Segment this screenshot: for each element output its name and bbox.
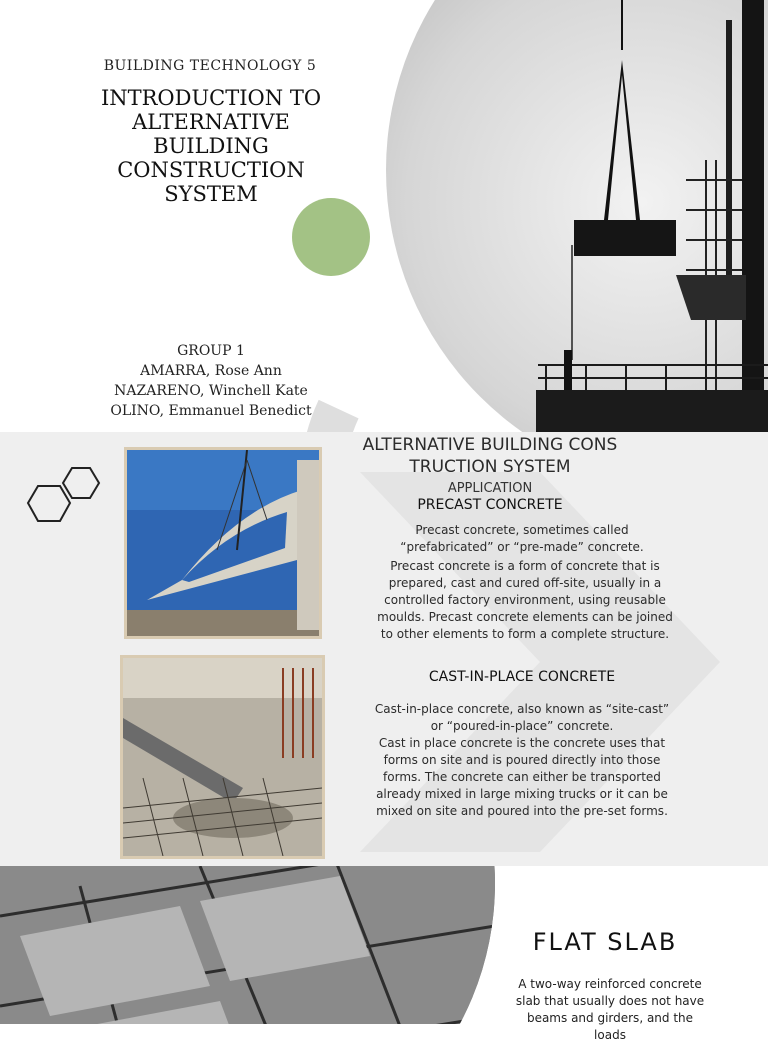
precast-panel-photo	[124, 447, 322, 639]
flat-slab-title: FLAT SLAB	[532, 928, 678, 956]
precast-description: Precast concrete is a form of concrete that is prepared, cast and cured off-site, usually in a controlled factory environment, using reusable moulds. Precast concrete elements can be joined to other elements to form a complete structure.	[377, 559, 673, 641]
castinplace-definition: Cast-in-place concrete, also known as “site-cast” or “poured-in-place” concrete.	[374, 702, 670, 733]
title-slide	[0, 0, 768, 432]
precast-title: PRECAST CONCRETE	[417, 497, 563, 513]
hexagon-icon	[26, 466, 102, 526]
green-circle-accent	[292, 198, 370, 276]
title-line: CONSTRUCTION	[117, 158, 305, 182]
course-label: BUILDING TECHNOLOGY 5	[103, 58, 317, 74]
heading-line: TRUCTION SYSTEM	[409, 457, 571, 477]
title-line: SYSTEM	[164, 182, 258, 206]
application-label: APPLICATION	[447, 481, 533, 496]
section-heading	[340, 434, 640, 478]
title-line: ALTERNATIVE	[132, 110, 290, 134]
castinplace-title: CAST-IN-PLACE CONCRETE	[428, 669, 616, 685]
group-label: GROUP 1	[177, 343, 245, 359]
title-line: INTRODUCTION TO	[100, 86, 322, 110]
flat-slab-ceiling-photo	[0, 866, 495, 1024]
castinplace-description: Cast in place concrete is the concrete uses that forms on site and is poured directly into those forms. The concrete can either be transported already mixed in large mixing trucks or it can be mixed on site and poured into the pre-set forms.	[376, 736, 668, 818]
presentation-title	[70, 86, 352, 206]
concrete-pour-photo	[120, 655, 325, 859]
member-name: OLINO, Emmanuel Benedict	[110, 403, 312, 419]
flat-slab-description: A two-way reinforced concrete slab that usually does not have beams and girders, and the loads	[515, 977, 705, 1042]
heading-line: ALTERNATIVE BUILDING CONS	[362, 435, 618, 455]
member-name: AMARRA, Rose Ann	[140, 363, 282, 379]
title-line: BUILDING	[153, 134, 269, 158]
precast-definition: Precast concrete, sometimes called “prefabricated” or “pre-made” concrete.	[400, 523, 644, 554]
member-name: NAZARENO, Winchell Kate	[114, 383, 308, 399]
group-members	[70, 341, 352, 421]
